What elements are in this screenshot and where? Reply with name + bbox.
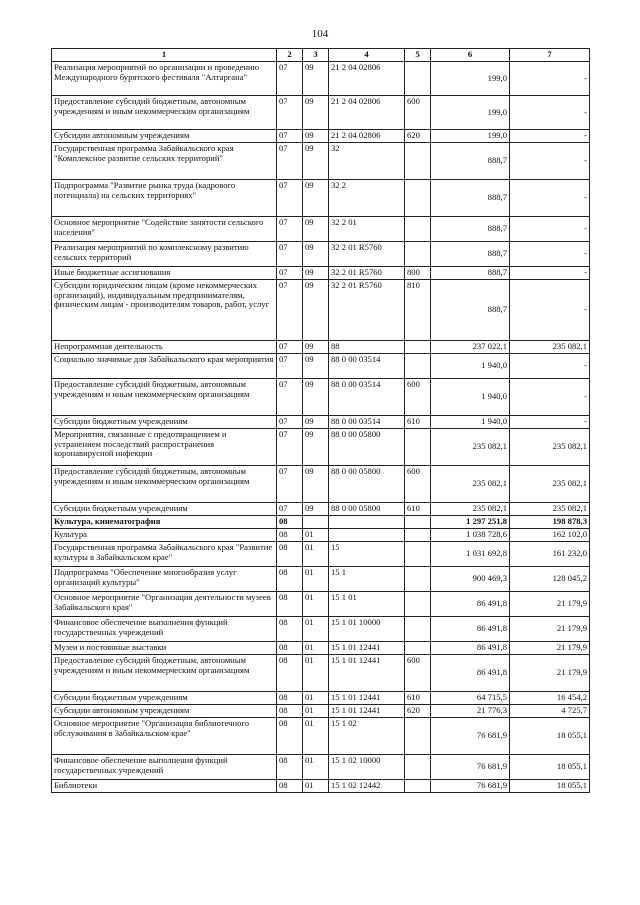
table-row xyxy=(52,705,590,718)
amount-year1-cell: 199,0 xyxy=(431,96,510,130)
section-code-cell: 08 xyxy=(277,642,303,655)
row-name-cell: Непрограммная деятельность xyxy=(52,341,277,354)
expense-type-cell xyxy=(405,567,431,592)
amount-year1-cell: 76 681,9 xyxy=(431,780,510,793)
amount-year2-cell: - xyxy=(510,143,590,180)
amount-year2-cell: 16 454,2 xyxy=(510,692,590,705)
table-row xyxy=(52,516,590,529)
subsection-code-cell: 01 xyxy=(303,529,329,542)
row-name-cell: Основное мероприятие "Содействие занятости сельского населения" xyxy=(52,217,277,242)
section-code-cell: 07 xyxy=(277,267,303,280)
subsection-code-cell: 09 xyxy=(303,217,329,242)
target-article-cell: 32 2 01 R5760 xyxy=(329,242,405,267)
section-code-cell: 08 xyxy=(277,617,303,642)
subsection-code-cell: 09 xyxy=(303,503,329,516)
section-code-cell: 08 xyxy=(277,529,303,542)
expense-type-cell: 610 xyxy=(405,416,431,429)
amount-year2-cell: - xyxy=(510,242,590,267)
table-row xyxy=(52,416,590,429)
target-article-cell: 21 2 04 02806 xyxy=(329,96,405,130)
column-header: 2 xyxy=(277,49,303,62)
subsection-code-cell: 09 xyxy=(303,280,329,341)
amount-year2-cell: - xyxy=(510,217,590,242)
target-article-cell: 21 2 04 02806 xyxy=(329,130,405,143)
subsection-code-cell: 09 xyxy=(303,416,329,429)
section-code-cell: 07 xyxy=(277,354,303,379)
amount-year1-cell: 237 022,1 xyxy=(431,341,510,354)
expense-type-cell xyxy=(405,354,431,379)
amount-year2-cell: - xyxy=(510,416,590,429)
row-name-cell: Подпрограмма "Развитие рынка труда (кадрового потенциала) на сельских территориях" xyxy=(52,180,277,217)
target-article-cell: 88 0 00 03514 xyxy=(329,379,405,416)
amount-year1-cell: 888,7 xyxy=(431,267,510,280)
row-name-cell: Реализация мероприятий по комплексному развитию сельских территорий xyxy=(52,242,277,267)
target-article-cell: 32 xyxy=(329,143,405,180)
table-row xyxy=(52,718,590,755)
expense-type-cell: 620 xyxy=(405,705,431,718)
amount-year1-cell: 86 491,8 xyxy=(431,642,510,655)
expense-type-cell xyxy=(405,143,431,180)
amount-year2-cell: 235 082,1 xyxy=(510,429,590,466)
table-row xyxy=(52,130,590,143)
target-article-cell: 88 xyxy=(329,341,405,354)
section-code-cell: 08 xyxy=(277,780,303,793)
amount-year1-cell: 76 681,9 xyxy=(431,718,510,755)
subsection-code-cell: 01 xyxy=(303,617,329,642)
subsection-code-cell: 09 xyxy=(303,466,329,503)
subsection-code-cell: 01 xyxy=(303,642,329,655)
target-article-cell: 15 1 01 xyxy=(329,592,405,617)
row-name-cell: Предоставление субсидий бюджетным, автономным учреждениям и иным некоммерческим организациям xyxy=(52,379,277,416)
expense-type-cell xyxy=(405,217,431,242)
subsection-code-cell: 09 xyxy=(303,267,329,280)
subsection-code-cell: 01 xyxy=(303,542,329,567)
target-article-cell: 15 1 01 12441 xyxy=(329,692,405,705)
row-name-cell: Субсидии бюджетным учреждениям xyxy=(52,503,277,516)
expense-type-cell xyxy=(405,592,431,617)
table-row xyxy=(52,655,590,692)
budget-table xyxy=(51,48,590,793)
amount-year1-cell: 199,0 xyxy=(431,130,510,143)
amount-year1-cell: 900 469,3 xyxy=(431,567,510,592)
amount-year1-cell: 199,0 xyxy=(431,62,510,96)
target-article-cell: 15 1 02 10000 xyxy=(329,755,405,780)
row-name-cell: Социально значимые для Забайкальского края мероприятия xyxy=(52,354,277,379)
row-name-cell: Предоставление субсидий бюджетным, автономным учреждениям и иным некоммерческим организациям xyxy=(52,96,277,130)
table-row xyxy=(52,755,590,780)
amount-year2-cell: 4 725,7 xyxy=(510,705,590,718)
section-code-cell: 07 xyxy=(277,280,303,341)
amount-year1-cell: 888,7 xyxy=(431,242,510,267)
table-row xyxy=(52,143,590,180)
table-row xyxy=(52,242,590,267)
amount-year2-cell: - xyxy=(510,280,590,341)
target-article-cell: 15 1 01 10000 xyxy=(329,617,405,642)
subsection-code-cell: 01 xyxy=(303,592,329,617)
table-row xyxy=(52,62,590,96)
table-row xyxy=(52,429,590,466)
expense-type-cell: 620 xyxy=(405,130,431,143)
amount-year2-cell: 128 045,2 xyxy=(510,567,590,592)
amount-year2-cell: 18 055,1 xyxy=(510,718,590,755)
subsection-code-cell: 09 xyxy=(303,180,329,217)
subsection-code-cell: 01 xyxy=(303,692,329,705)
expense-type-cell xyxy=(405,341,431,354)
table-row xyxy=(52,341,590,354)
section-code-cell: 08 xyxy=(277,516,303,529)
amount-year1-cell: 1 297 251,8 xyxy=(431,516,510,529)
table-row xyxy=(52,567,590,592)
expense-type-cell: 810 xyxy=(405,280,431,341)
amount-year1-cell: 1 940,0 xyxy=(431,354,510,379)
row-name-cell: Предоставление субсидий бюджетным, автономным учреждениям и иным некоммерческим организациям xyxy=(52,466,277,503)
expense-type-cell: 600 xyxy=(405,96,431,130)
section-code-cell: 07 xyxy=(277,96,303,130)
column-header: 5 xyxy=(405,49,431,62)
expense-type-cell: 600 xyxy=(405,466,431,503)
table-body xyxy=(52,62,590,793)
amount-year2-cell: - xyxy=(510,180,590,217)
table-row xyxy=(52,280,590,341)
amount-year1-cell: 1 031 692,8 xyxy=(431,542,510,567)
section-code-cell: 07 xyxy=(277,143,303,180)
row-name-cell: Основное мероприятие "Организация библиотечного обслуживания в Забайкальском крае" xyxy=(52,718,277,755)
target-article-cell: 15 1 01 12441 xyxy=(329,705,405,718)
section-code-cell: 08 xyxy=(277,592,303,617)
amount-year1-cell: 888,7 xyxy=(431,143,510,180)
expense-type-cell xyxy=(405,642,431,655)
subsection-code-cell: 09 xyxy=(303,242,329,267)
row-name-cell: Реализация мероприятий по организации и проведению Международного бурятского фестиваля "Алтаргана" xyxy=(52,62,277,96)
column-header: 7 xyxy=(510,49,590,62)
target-article-cell: 15 xyxy=(329,542,405,567)
subsection-code-cell: 09 xyxy=(303,379,329,416)
row-name-cell: Субсидии бюджетным учреждениям xyxy=(52,692,277,705)
amount-year1-cell: 86 491,8 xyxy=(431,592,510,617)
target-article-cell: 32 2 01 xyxy=(329,217,405,242)
section-code-cell: 07 xyxy=(277,429,303,466)
amount-year2-cell: 198 878,3 xyxy=(510,516,590,529)
amount-year2-cell: - xyxy=(510,130,590,143)
amount-year1-cell: 888,7 xyxy=(431,217,510,242)
subsection-code-cell: 09 xyxy=(303,354,329,379)
table-row xyxy=(52,379,590,416)
table-row xyxy=(52,180,590,217)
expense-type-cell xyxy=(405,542,431,567)
expense-type-cell xyxy=(405,516,431,529)
amount-year2-cell: 21 179,9 xyxy=(510,617,590,642)
amount-year1-cell: 1 038 728,6 xyxy=(431,529,510,542)
subsection-code-cell xyxy=(303,516,329,529)
row-name-cell: Предоставление субсидий бюджетным, автономным учреждениям и иным некоммерческим организациям xyxy=(52,655,277,692)
amount-year2-cell: 21 179,9 xyxy=(510,592,590,617)
row-name-cell: Подпрограмма "Обеспечение многообразия услуг организаций культуры" xyxy=(52,567,277,592)
target-article-cell: 88 0 00 03514 xyxy=(329,416,405,429)
row-name-cell: Субсидии юридическим лицам (кроме некоммерческих организаций), индивидуальным предпринимателям, физическим лицам - производителям товаров, работ, услуг xyxy=(52,280,277,341)
expense-type-cell: 600 xyxy=(405,379,431,416)
row-name-cell: Мероприятия, связанные с предотвращением и устранением последствий распространения коронавирусной инфекции xyxy=(52,429,277,466)
column-header: 4 xyxy=(329,49,405,62)
subsection-code-cell: 09 xyxy=(303,130,329,143)
expense-type-cell xyxy=(405,180,431,217)
target-article-cell: 88 0 00 05800 xyxy=(329,429,405,466)
amount-year1-cell: 64 715,5 xyxy=(431,692,510,705)
target-article-cell xyxy=(329,529,405,542)
row-name-cell: Библиотеки xyxy=(52,780,277,793)
amount-year2-cell: 162 102,0 xyxy=(510,529,590,542)
target-article-cell: 15 1 xyxy=(329,567,405,592)
table-row xyxy=(52,354,590,379)
section-code-cell: 07 xyxy=(277,466,303,503)
subsection-code-cell: 09 xyxy=(303,143,329,180)
amount-year2-cell: 18 055,1 xyxy=(510,755,590,780)
row-name-cell: Субсидии бюджетным учреждениям xyxy=(52,416,277,429)
section-code-cell: 07 xyxy=(277,180,303,217)
section-code-cell: 08 xyxy=(277,718,303,755)
expense-type-cell: 610 xyxy=(405,503,431,516)
section-code-cell: 07 xyxy=(277,217,303,242)
amount-year2-cell: 161 232,0 xyxy=(510,542,590,567)
target-article-cell: 32 2 01 R5760 xyxy=(329,267,405,280)
subsection-code-cell: 09 xyxy=(303,62,329,96)
row-name-cell: Субсидии автономным учреждениям xyxy=(52,705,277,718)
target-article-cell: 32 2 xyxy=(329,180,405,217)
section-code-cell: 08 xyxy=(277,655,303,692)
target-article-cell: 15 1 01 12441 xyxy=(329,655,405,692)
amount-year1-cell: 86 491,8 xyxy=(431,655,510,692)
amount-year2-cell: 235 082,1 xyxy=(510,503,590,516)
row-name-cell: Государственная программа Забайкальского края "Развитие культуры в Забайкальском крае" xyxy=(52,542,277,567)
table-row xyxy=(52,96,590,130)
subsection-code-cell: 09 xyxy=(303,429,329,466)
table-row xyxy=(52,592,590,617)
amount-year1-cell: 235 082,1 xyxy=(431,429,510,466)
amount-year2-cell: 235 082,1 xyxy=(510,341,590,354)
expense-type-cell xyxy=(405,617,431,642)
amount-year2-cell: - xyxy=(510,379,590,416)
expense-type-cell: 800 xyxy=(405,267,431,280)
section-code-cell: 08 xyxy=(277,542,303,567)
table-row xyxy=(52,529,590,542)
column-header: 6 xyxy=(431,49,510,62)
section-code-cell: 08 xyxy=(277,755,303,780)
subsection-code-cell: 01 xyxy=(303,655,329,692)
subsection-code-cell: 01 xyxy=(303,755,329,780)
target-article-cell xyxy=(329,516,405,529)
table-row xyxy=(52,542,590,567)
target-article-cell: 88 0 00 05800 xyxy=(329,466,405,503)
row-name-cell: Культура, кинематография xyxy=(52,516,277,529)
row-name-cell: Государственная программа Забайкальского края "Комплексное развитие сельских территорий" xyxy=(52,143,277,180)
amount-year2-cell: - xyxy=(510,354,590,379)
target-article-cell: 15 1 01 12441 xyxy=(329,642,405,655)
target-article-cell: 21 2 04 02806 xyxy=(329,62,405,96)
expense-type-cell: 610 xyxy=(405,692,431,705)
amount-year1-cell: 1 940,0 xyxy=(431,379,510,416)
row-name-cell: Иные бюджетные ассигнования xyxy=(52,267,277,280)
section-code-cell: 07 xyxy=(277,62,303,96)
amount-year2-cell: - xyxy=(510,96,590,130)
table-row xyxy=(52,217,590,242)
amount-year2-cell: - xyxy=(510,267,590,280)
subsection-code-cell: 01 xyxy=(303,718,329,755)
target-article-cell: 88 0 00 03514 xyxy=(329,354,405,379)
table-row xyxy=(52,692,590,705)
amount-year2-cell: 21 179,9 xyxy=(510,642,590,655)
expense-type-cell xyxy=(405,718,431,755)
table-header-row xyxy=(52,49,590,62)
amount-year2-cell: - xyxy=(510,62,590,96)
amount-year1-cell: 1 940,0 xyxy=(431,416,510,429)
amount-year2-cell: 21 179,9 xyxy=(510,655,590,692)
row-name-cell: Финансовое обеспечение выполнения функций государственных учреждений xyxy=(52,755,277,780)
table-row xyxy=(52,617,590,642)
subsection-code-cell: 01 xyxy=(303,705,329,718)
expense-type-cell: 600 xyxy=(405,655,431,692)
amount-year1-cell: 86 491,8 xyxy=(431,617,510,642)
table-row xyxy=(52,267,590,280)
subsection-code-cell: 01 xyxy=(303,780,329,793)
expense-type-cell xyxy=(405,429,431,466)
target-article-cell: 15 1 02 12442 xyxy=(329,780,405,793)
row-name-cell: Музеи и постоянные выставки xyxy=(52,642,277,655)
subsection-code-cell: 09 xyxy=(303,341,329,354)
page-number: 104 xyxy=(311,28,329,40)
row-name-cell: Финансовое обеспечение выполнения функций государственных учреждений xyxy=(52,617,277,642)
expense-type-cell xyxy=(405,529,431,542)
amount-year1-cell: 235 082,1 xyxy=(431,466,510,503)
subsection-code-cell: 09 xyxy=(303,96,329,130)
section-code-cell: 07 xyxy=(277,341,303,354)
amount-year1-cell: 235 082,1 xyxy=(431,503,510,516)
amount-year2-cell: 18 055,1 xyxy=(510,780,590,793)
amount-year1-cell: 21 776,3 xyxy=(431,705,510,718)
section-code-cell: 07 xyxy=(277,242,303,267)
table-row xyxy=(52,503,590,516)
section-code-cell: 07 xyxy=(277,379,303,416)
expense-type-cell xyxy=(405,755,431,780)
section-code-cell: 08 xyxy=(277,705,303,718)
target-article-cell: 15 1 02 xyxy=(329,718,405,755)
target-article-cell: 32 2 01 R5760 xyxy=(329,280,405,341)
section-code-cell: 07 xyxy=(277,416,303,429)
expense-type-cell xyxy=(405,62,431,96)
row-name-cell: Основное мероприятие "Организация деятельности музеев Забайкальского края" xyxy=(52,592,277,617)
target-article-cell: 88 0 00 05800 xyxy=(329,503,405,516)
expense-type-cell xyxy=(405,780,431,793)
amount-year1-cell: 76 681,9 xyxy=(431,755,510,780)
amount-year2-cell: 235 082,1 xyxy=(510,466,590,503)
amount-year1-cell: 888,7 xyxy=(431,280,510,341)
row-name-cell: Субсидии автономным учреждениям xyxy=(52,130,277,143)
section-code-cell: 07 xyxy=(277,503,303,516)
subsection-code-cell: 01 xyxy=(303,567,329,592)
expense-type-cell xyxy=(405,242,431,267)
row-name-cell: Культура xyxy=(52,529,277,542)
column-header: 1 xyxy=(52,49,277,62)
table-row xyxy=(52,642,590,655)
column-header: 3 xyxy=(303,49,329,62)
table-row xyxy=(52,780,590,793)
section-code-cell: 08 xyxy=(277,692,303,705)
section-code-cell: 07 xyxy=(277,130,303,143)
section-code-cell: 08 xyxy=(277,567,303,592)
amount-year1-cell: 888,7 xyxy=(431,180,510,217)
table-row xyxy=(52,466,590,503)
